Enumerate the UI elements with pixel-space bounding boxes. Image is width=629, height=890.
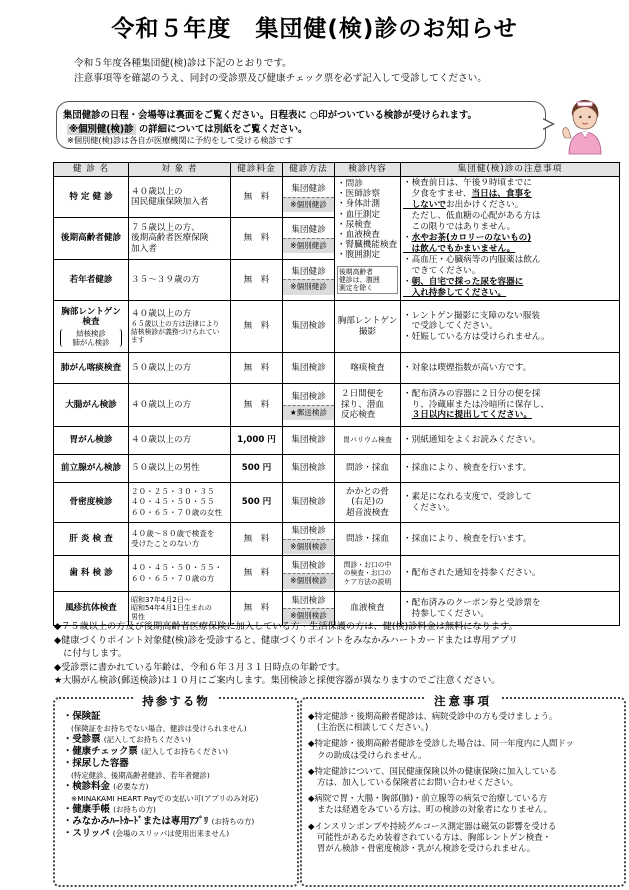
note-line: ◆健康づくりポイント対象健(検)診を受診すると、健康づくりポイントをみなかみハートカードまたは専用アプリ <box>54 634 518 646</box>
item-note: (お持ちの方) <box>113 805 156 814</box>
caution-line: ◆特定健診・後期高齢者健診は、病院受診中の方も受けましょう。 <box>308 711 558 721</box>
exam-content: 胸部レントゲン撮影 <box>335 301 401 353</box>
exam-notes <box>401 177 620 301</box>
exam-target: ４０・４５・５０・５５・ ６０・６５・７０歳の方 <box>129 556 231 592</box>
exam-fee: 500 円 <box>231 455 283 483</box>
exam-content: ２日間便を 採り、潜血 反応検査 <box>335 384 401 427</box>
bubble-tail-inner <box>542 119 552 129</box>
method-group: 集団検診 <box>291 595 326 606</box>
item-note: (記入してお持ちください) <box>141 747 229 756</box>
table-header-row <box>54 163 620 177</box>
target-small: ６５歳以上の方は法律により 結核検診が義務づけられてい ます <box>131 319 220 344</box>
cautions-heading-wrap <box>302 690 624 709</box>
caution-line: ◆病院で胃・大腸・胸部(肺)・前立腺等の病気で治療している方 <box>308 793 548 804</box>
list-item <box>308 738 620 760</box>
exam-method <box>283 218 335 259</box>
list-item <box>63 711 295 734</box>
method-individual: ※個別検診 <box>283 573 334 589</box>
exam-fee: 無 料 <box>231 592 283 626</box>
exam-method: 集団検診 <box>283 455 335 483</box>
exam-target <box>129 177 231 218</box>
method-group: 集団健診 <box>291 266 326 277</box>
list-item <box>308 711 620 733</box>
exam-target <box>129 218 231 259</box>
items-to-bring-heading-wrap <box>55 690 297 709</box>
exam-fee: 500 円 <box>231 483 283 523</box>
header-method: 健診方法 <box>283 163 335 177</box>
list-item <box>63 734 295 746</box>
method-group: 集団健診 <box>291 225 326 236</box>
cautions-list <box>308 711 620 859</box>
exam-method <box>283 259 335 300</box>
exam-content: 喀痰検査 <box>335 353 401 384</box>
item-label: ・受診票 <box>63 734 101 745</box>
content-note: 後期高齢者 健診は、腹囲 測定を除く <box>337 266 398 294</box>
exam-method <box>283 384 335 427</box>
exam-target: ５０歳以上の方 <box>129 353 231 384</box>
exam-fee: 無 料 <box>231 523 283 556</box>
exam-content: 胃バリウム検査 <box>335 427 401 455</box>
item-sub: ※MINAKAMI HEART Payでの支払い可(アプリのみ対応) <box>71 794 259 803</box>
caution-line: クの助成は受けられません。 <box>317 749 427 760</box>
note-line: ◆受診票に書かれている年齢は、令和６年３月３１日時点の年齢です。 <box>54 661 346 673</box>
table-row <box>54 523 620 556</box>
exam-target: ５０歳以上の男性 <box>129 455 231 483</box>
method-individual: ※個別検診 <box>283 539 334 555</box>
bubble-line-2-rest: の詳細については別紙をご覧ください。 <box>135 124 308 135</box>
page-title: 令和５年度 集団健(検)診のお知らせ <box>111 16 518 42</box>
exam-name: 前立腺がん検診 <box>54 455 129 483</box>
list-item <box>63 828 295 840</box>
table-row <box>54 353 620 384</box>
exam-fee: 無 料 <box>231 353 283 384</box>
item-note: (必要な方) <box>113 782 149 791</box>
list-item <box>63 781 295 804</box>
table-row <box>54 301 620 353</box>
exam-content <box>335 177 401 301</box>
exam-fee: 1,000 円 <box>231 427 283 455</box>
item-label: ・保険証 <box>63 711 101 722</box>
exam-method: 集団検診 <box>283 353 335 384</box>
item-note: (記入してお持ちください) <box>103 735 191 744</box>
exam-method: 集団検診 <box>283 427 335 455</box>
bubble-line-1: 集団健診の日程・会場等は裏面をご覧ください。日程表に ○印がついている検診が受けられます。 <box>63 110 477 121</box>
list-item <box>308 766 620 788</box>
exam-fee: 無 料 <box>231 556 283 592</box>
method-mail: ★郵送検診 <box>283 405 334 421</box>
caution-line: ◆特定健診について、国民健康保険以外の健康保険に加入している <box>308 765 557 776</box>
exam-name: 若年者健診 <box>54 259 129 300</box>
exam-target: ３５～３９歳の方 <box>129 259 231 300</box>
exam-notes: ・配布済みのクーポン券と受診票を 持参してください。 <box>401 592 620 626</box>
exam-target <box>129 301 231 353</box>
exam-notes: ・対象は喫煙指数が高い方です。 <box>401 353 620 384</box>
method-group: 集団検診 <box>291 560 326 571</box>
item-label: ・健康手帳 <box>63 804 110 815</box>
items-to-bring-heading: 持参する物 <box>134 694 218 708</box>
exam-name: 骨密度検診 <box>54 483 129 523</box>
table-row <box>54 177 620 218</box>
list-item <box>308 821 620 855</box>
exam-notes: ・配布された通知を持参ください。 <box>401 556 620 592</box>
caution-line: 可能性があるため装着されている方は、胸部レントゲン検査・ <box>317 831 551 842</box>
exam-fee: 無 料 <box>231 384 283 427</box>
item-sub: (保険証をお持ちでない場合、健診は受けられません) <box>71 724 247 733</box>
cautions-heading: 注意事項 <box>426 694 500 708</box>
exam-name-text: 胸部レントゲン 検査 <box>61 306 121 327</box>
exam-method <box>283 177 335 218</box>
exam-fee: 無 料 <box>231 259 283 300</box>
exam-name: 特 定 健 診 <box>54 177 129 218</box>
list-item <box>63 746 295 758</box>
note-line: ◆７５歳以上の方及び後期高齢者医療保険に加入している方・生活保護の方は、健(検)診料金は無料になります。 <box>54 621 518 632</box>
list-item <box>63 816 295 828</box>
exam-method <box>283 556 335 592</box>
exam-content: 問診・お口の中 の検査・お口の ケア方法の説明 <box>335 556 401 592</box>
checkup-table <box>53 162 620 626</box>
exam-fee: 無 料 <box>231 301 283 353</box>
general-notes <box>54 620 624 688</box>
item-sub: (特定健診、後期高齢者健診、若年者健診) <box>71 771 210 780</box>
caution-line: ◆特定健診・後期高齢者健診を受診した場合は、同一年度内に人間ドッ <box>308 738 574 749</box>
target-text: ４０歳以上の方 <box>131 309 192 320</box>
list-item <box>308 793 620 815</box>
exam-notes: ・別紙通知をよくお読みください。 <box>401 427 620 455</box>
bubble-line-3: ※個別健(検)診は各自が医療機関に予約をして受ける検診です <box>67 135 294 145</box>
header-notes: 集団健(検)診の注意事項 <box>401 163 620 177</box>
header-name: 健 診 名 <box>54 163 129 177</box>
exam-name: 後期高齢者健診 <box>54 218 129 259</box>
header-fee: 健診料金 <box>231 163 283 177</box>
method-individual: ※個別検診 <box>283 608 334 624</box>
exam-method: 集団検診 <box>283 301 335 353</box>
cautions-box <box>300 694 626 887</box>
item-note: (会場のスリッパは使用出来ません) <box>112 829 230 838</box>
header-content: 検診内容 <box>335 163 401 177</box>
exam-notes: ・レントゲン撮影に支障のない服装 で受診してください。 ・妊娠している方は受けられません。 <box>401 301 620 353</box>
nurse-illustration-icon <box>555 96 615 156</box>
items-to-bring-box <box>53 694 299 887</box>
exam-notes: ・素足になれる支度で、受診して ください。 <box>401 483 620 523</box>
caution-line: または経過をみている方は、町の検診の対象者になりません。 <box>317 804 553 815</box>
notes-text-a: ・配布済みの容器に２日分の便を採 り、冷蔵庫または冷暗所に保存し、 <box>403 389 550 410</box>
exam-target: ４０歳～８０歳で検査を 受けたことのない方 <box>129 523 231 556</box>
target-text: ４０歳以上の 国民健康保険加入者 <box>131 186 209 208</box>
item-label: ・検診料金 <box>63 781 110 792</box>
exam-name: 肝 炎 検 査 <box>54 523 129 556</box>
note-line: に付与します。 <box>54 648 127 659</box>
method-group: 集団健診 <box>291 184 326 195</box>
notes-text-c: ・高血圧・心臓病等の内服薬は飲ん できてください。 ・ <box>403 255 541 287</box>
exam-method <box>283 523 335 556</box>
target-text: ７５歳以上の方、 後期高齢者医療保険 加入者 <box>131 222 209 254</box>
exam-target: 昭和37年4月2日～ 昭和54年4月1日生まれの 男性 <box>129 592 231 626</box>
notes-text-a: ・検査前日は、午後９時頃までに 夕食をすませ、 <box>403 178 532 199</box>
content-text: ・問診 ・医師診察 ・身体計測 ・血圧測定 ・尿検査 ・血液検査 ・腎臓機能検査 ・腹囲測定 <box>337 179 398 261</box>
exam-name: 歯 科 検 診 <box>54 556 129 592</box>
item-note: (お持ちの方) <box>211 817 255 826</box>
exam-notes: ・採血により、検査を行います。 <box>401 455 620 483</box>
exam-name: 風疹抗体検査 <box>54 592 129 626</box>
exam-target: ４０歳以上の方 <box>129 384 231 427</box>
table-row <box>54 455 620 483</box>
method-group: 集団検診 <box>291 526 326 536</box>
exam-target: ２０・２５・３０・３５ ４０・４５・５０・５５ ６０・６５・７０歳の女性 <box>129 483 231 523</box>
list-item <box>63 804 295 816</box>
caution-line: 方は、加入している保険者にお問い合わせください。 <box>317 777 518 788</box>
intro-line-1: 令和５年度各種集団健(検)診は下記のとおりです。 <box>74 58 292 69</box>
exam-method: 集団検診 <box>283 483 335 523</box>
caution-line: (主治医に相談してください。) <box>317 722 429 733</box>
exam-name-sub: 結核検診 肺がん検診 <box>60 329 122 347</box>
table-row <box>54 384 620 427</box>
method-group: 集団検診 <box>291 392 326 402</box>
intro-text <box>74 56 619 86</box>
notes-underline-3: 朝、自宅で採った尿を容器に 入れ持参してください。 <box>411 277 524 298</box>
method-individual: ※個別健診 <box>283 197 334 213</box>
method-individual: ※個別健診 <box>283 279 334 295</box>
bubble-line-2 <box>67 121 307 135</box>
exam-content: かかとの骨 (右足)の 超音波検査 <box>335 483 401 523</box>
item-label: ・スリッパ <box>63 828 110 839</box>
exam-content: 問診・採血 <box>335 523 401 556</box>
item-label: ・みなかみﾊｰﾄｶｰﾄﾞまたは専用ｱﾌﾟﾘ <box>63 816 209 827</box>
table-row <box>54 483 620 523</box>
note-line: ★大腸がん検診(郵送検診)は１０月にご案内します。集団検診と採便容器が異なりますのでご注意ください。 <box>54 675 501 686</box>
exam-content: 血液検査 <box>335 592 401 626</box>
exam-notes <box>401 384 620 427</box>
header-target: 対 象 者 <box>129 163 231 177</box>
exam-name: 肺がん喀痰検査 <box>54 353 129 384</box>
exam-notes: ・採血により、検査を行います。 <box>401 523 620 556</box>
exam-fee: 無 料 <box>231 177 283 218</box>
individual-exam-highlight: ※個別健(検)診 <box>69 124 134 135</box>
table-row <box>54 556 620 592</box>
method-individual: ※個別健診 <box>283 238 334 254</box>
exam-fee: 無 料 <box>231 218 283 259</box>
item-label: ・健康チェック票 <box>63 746 138 757</box>
notes-underline-1: ３日以内に提出してください。 <box>411 410 532 421</box>
exam-name: 大腸がん検診 <box>54 384 129 427</box>
item-label: ・採尿した容器 <box>63 758 129 769</box>
caution-line: ◆インスリンポンプや持続グルコース測定器は磁気の影響を受ける <box>308 820 557 831</box>
caution-line: 胃がん検診・骨密度検診・乳がん検診を受けられません。 <box>317 843 536 854</box>
exam-target: ４０歳以上の方 <box>129 427 231 455</box>
exam-name <box>54 301 129 353</box>
exam-name: 胃がん検診 <box>54 427 129 455</box>
notes-text-b: お出かけください。 ただし、低血糖の心配がある方は この限りではありません。 ・ <box>403 200 541 243</box>
exam-content: 問診・採血 <box>335 455 401 483</box>
items-to-bring-list <box>63 711 295 840</box>
notes-underline-2: 水やお茶(カロリーのないもの) は飲んでもかまいません。 <box>411 233 532 254</box>
intro-line-2: 注意事項等を確認のうえ、同封の受診票及び健康チェック票を必ず記入して受診してください。 <box>74 73 487 84</box>
notice-bubble <box>56 101 546 149</box>
notes-underline-1: 当日は、食事を しないで <box>411 189 532 210</box>
table-row <box>54 427 620 455</box>
list-item <box>63 758 295 781</box>
